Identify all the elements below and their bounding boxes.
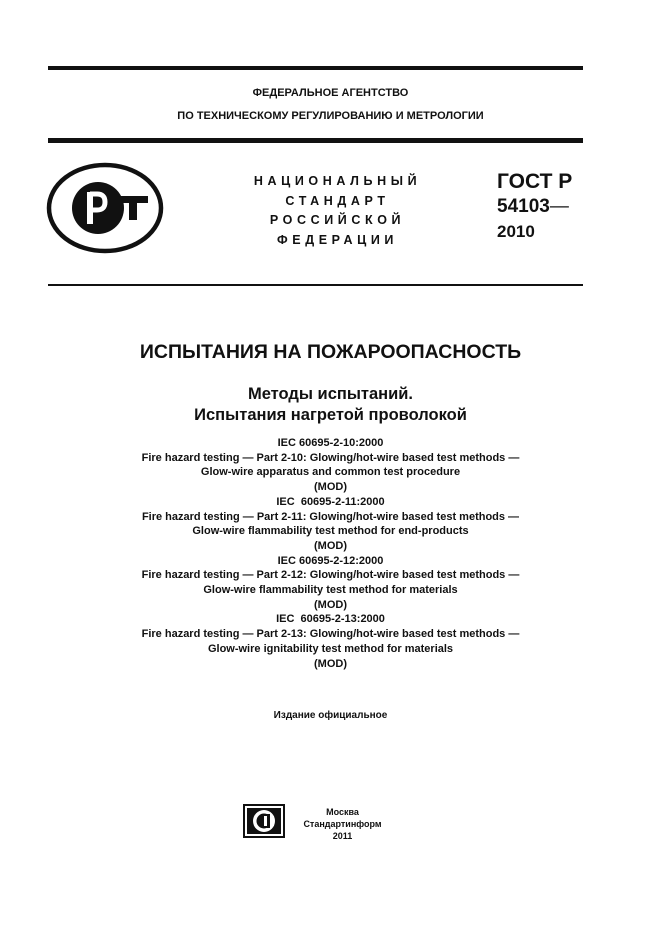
reference-mod: (MOD) [314,598,347,611]
gost-dash: — [549,196,569,217]
publisher-name: Стандартинформ [303,819,382,829]
agency-line-1: ФЕДЕРАЛЬНОЕ АГЕНТСТВО [252,87,409,99]
gost-year: 2010 [497,222,535,241]
subtitle-line-2: Испытания нагретой проволокой [194,406,467,424]
publisher-logo-text: СИ [264,834,266,835]
national-standard-line-2: СТАНДАРТ [285,194,390,208]
publisher-city: Москва [326,807,359,817]
reference-title-line: Fire hazard testing — Part 2-12: Glowing/hot-wire based test methods — [141,569,520,582]
reference-title-line: Fire hazard testing — Part 2-11: Glowing/hot-wire based test methods — [141,510,520,523]
reference-mod: (MOD) [314,481,347,494]
reference-title-line: Glow-wire ignitability test method for materials [207,642,454,655]
document-title: ИСПЫТАНИЯ НА ПОЖАРООПАСНОСТЬ [139,341,522,363]
national-standard-line-1: НАЦИОНАЛЬНЫЙ [253,174,422,188]
gost-number-line [497,196,569,218]
edition-label: Издание официальное [273,710,388,721]
reference-code: IEC 60695-2-11:2000 [276,495,385,508]
top-rule [48,66,583,70]
rst-certification-mark-icon [46,162,164,259]
middle-rule [48,284,583,286]
logo-text: РСТ [105,214,107,215]
national-standard-line-3: РОССИЙСКОЙ [269,213,406,227]
reference-title-line: Fire hazard testing — Part 2-10: Glowing/hot-wire based test methods — [141,451,520,464]
reference-code: IEC 60695-2-12:2000 [277,554,384,567]
publisher-year: 2011 [332,831,353,841]
reference-mod: (MOD) [314,657,347,670]
reference-mod: (MOD) [314,539,347,552]
agency-line-2: ПО ТЕХНИЧЕСКОМУ РЕГУЛИРОВАНИЮ И МЕТРОЛОГИИ [177,110,484,122]
header-rule [48,138,583,143]
reference-title-line: Glow-wire flammability test method for end-products [192,525,469,538]
publisher-block [295,806,390,842]
gost-number: 54103 [497,196,550,217]
subtitle-line-1: Методы испытаний. [247,385,414,403]
reference-title-line: Glow-wire apparatus and common test procedure [200,466,461,479]
standartinform-logo-icon [243,804,285,843]
reference-code: IEC 60695-2-10:2000 [277,437,384,449]
reference-title-line: Glow-wire flammability test method for materials [203,584,458,597]
iec-references [0,436,661,671]
reference-code: IEC 60695-2-13:2000 [276,613,385,626]
national-standard-line-4: ФЕДЕРАЦИИ [276,233,398,247]
gost-prefix: ГОСТ Р [497,170,573,193]
reference-title-line: Fire hazard testing — Part 2-13: Glowing/hot-wire based test methods — [141,628,520,641]
